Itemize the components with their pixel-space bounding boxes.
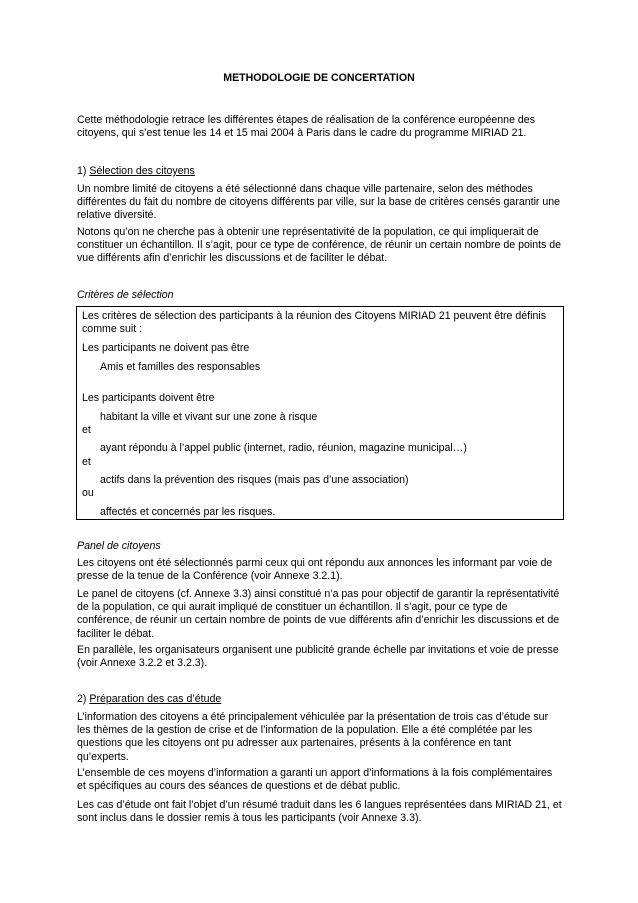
panel-paragraph-1: Les citoyens ont été sélectionnés parmi ceux qui ont répondu aux annonces les informant par voie de presse de la tenue de la Conférence (voir Annexe 3.2.1). [77, 557, 553, 583]
criteria-not-heading: Les participants ne doivent pas être [82, 342, 250, 354]
criteria-conj-2: et [82, 456, 91, 468]
section-2-number: 2) [77, 693, 90, 705]
criteria-item-4: affectés et concernés par les risques. [100, 506, 276, 518]
section-2-title: Préparation des cas d’étude [89, 693, 222, 705]
panel-paragraph-3: En parallèle, les organisateurs organisent une publicité grande échelle par invitations et voie de presse (voir Annexe 3.2.2 et 3.2.3). [77, 644, 559, 670]
section-2-heading [77, 693, 563, 706]
section-1-paragraph-2: Notons qu’on ne cherche pas à obtenir une représentativité de la population, ce qui impliquerait de constituer un échantillon. Il s’agit, pour ce type de conférence, de réunir un certain nombre de points de vue différents afin d’enrichir les discussions et de faciliter le débat. [77, 226, 562, 265]
criteria-box [76, 306, 564, 520]
criteria-not-item: Amis et familles des responsables [100, 361, 261, 373]
section-1-number: 1) [77, 165, 90, 177]
criteria-must-heading: Les participants doivent être [82, 392, 215, 404]
section-1-heading [77, 165, 563, 178]
criteria-item-1: habitant la ville et vivant sur une zone à risque [100, 411, 318, 423]
section-1-paragraph-1: Un nombre limité de citoyens a été sélectionné dans chaque ville partenaire, selon des méthodes différentes du fait du nombre de citoyens différents par ville, sur la base de critères censés garantir une relative diversité. [77, 183, 561, 222]
page-title: METHODOLOGIE DE CONCERTATION [223, 72, 415, 84]
criteria-conj-1: et [82, 424, 91, 436]
section-2-paragraph-1: L’information des citoyens a été principalement véhiculée par la présentation de trois cas d’étude sur les thèmes de la gestion de crise et de l’information de la population. Elle a été complétée par les questions que les citoyens ont pu adresser aux partenaires, présents à la conférence en tant qu’experts. [77, 711, 549, 763]
section-2-paragraph-2: L’ensemble de ces moyens d’information a garanti un apport d’informations à la fois complémentaires et spécifiques au cours des séances de questions et de débat public. [77, 767, 553, 793]
section-1-title: Sélection des citoyens [89, 165, 195, 177]
criteria-item-3: actifs dans la prévention des risques (mais pas d’une association) [100, 474, 409, 486]
intro-paragraph: Cette méthodologie retrace les différentes étapes de réalisation de la conférence européenne des citoyens, qui s’est tenue les 14 et 15 mai 2004 à Paris dans le cadre du programme MIRIAD 21. [77, 114, 535, 140]
panel-paragraph-2: Le panel de citoyens (cf. Annexe 3.3) ainsi constitué n’a pas pour objectif de garantir la représentativité de la population, ce qui aurait impliqué de constituer un échantillon. Il s’agit, pour ce type de conférence, de réunir un certain nombre de points de vue différents afin d’enrichir les discussions et de faciliter le débat. [77, 588, 560, 640]
panel-heading: Panel de citoyens [77, 540, 161, 552]
criteria-item-2: ayant répondu à l’appel public (internet, radio, réunion, magazine municipal…) [100, 442, 467, 454]
criteria-heading: Critères de sélection [77, 289, 174, 301]
criteria-intro: Les critères de sélection des participants à la réunion des Citoyens MIRIAD 21 peuvent être définis comme suit : [82, 310, 547, 336]
criteria-conj-3: ou [82, 487, 94, 499]
section-2-paragraph-3: Les cas d’étude ont fait l’objet d’un résumé traduit dans les 6 langues représentées dans MIRIAD 21, et sont inclus dans le dossier remis à tous les participants (voir Annexe 3.3). [77, 799, 562, 825]
